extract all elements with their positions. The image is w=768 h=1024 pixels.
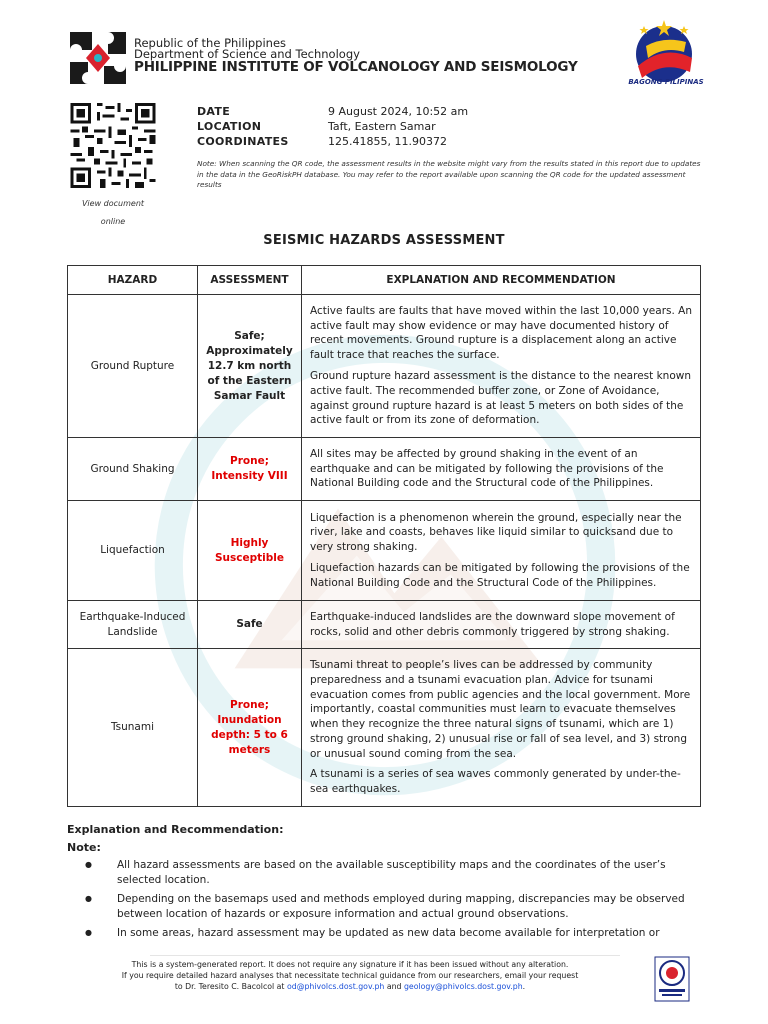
col-header-explanation: EXPLANATION AND RECOMMENDATION	[302, 266, 701, 295]
phivolcs-logo	[68, 30, 128, 86]
assessment-value: Prone; Inundation depth: 5 to 6 meters	[198, 649, 302, 807]
email-link-geology[interactable]: geology@phivolcs.dost.gov.ph	[403, 982, 523, 991]
table-row	[68, 438, 701, 501]
table-row	[68, 601, 701, 649]
bullet-icon: ●	[85, 894, 92, 903]
qr-caption-line2: online	[100, 217, 126, 226]
explanation-heading: Explanation and Recommendation:	[67, 823, 284, 836]
header-institute: PHILIPPINE INSTITUTE OF VOLCANOLOGY AND SEISMOLOGY	[134, 59, 578, 75]
explanation-paragraph: A tsunami is a series of sea waves commonly generated by under-the-sea earthquakes.	[310, 768, 681, 796]
assessment-value: Safe; Approximately 12.7 km north of the Eastern Samar Fault	[198, 295, 302, 438]
explanation-cell	[302, 295, 701, 438]
bullet-icon: ●	[85, 928, 92, 937]
list-item	[85, 892, 685, 921]
col-header-assessment: ASSESSMENT	[198, 266, 302, 295]
explanation-paragraph: Active faults are faults that have moved within the last 10,000 years. An active fault may show evidence or may have documented history of recent movements. Ground rupture is a displacement along an active fault trace that reaches the surface.	[310, 304, 692, 362]
list-item	[85, 858, 685, 887]
hazard-name: Earthquake-Induced Landslide	[68, 601, 198, 649]
explanation-paragraph: All sites may be affected by ground shaking in the event of an earthquake and can be mitigated by following the provisions of the National Building code and the Structural code of the Philippines.	[310, 447, 664, 490]
list-item	[85, 926, 685, 941]
coordinates-label: COORDINATES	[197, 135, 289, 148]
qr-note: Note: When scanning the QR code, the assessment results in the website might vary from the results stated in this report due to updates in the data in the GeoRiskPH database. You may refer to the report available upon scanning the QR code for the updated assessment results	[197, 159, 701, 189]
report-title: SEISMIC HAZARDS ASSESSMENT	[263, 233, 505, 248]
explanation-cell	[302, 601, 701, 649]
list-item-text: All hazard assessments are based on the available susceptibility maps and the coordinates of the user’s selected location.	[117, 859, 666, 886]
explanation-paragraph: Tsunami threat to people’s lives can be addressed by community preparedness and a tsunami evacuation plan. Advice for tsunami evacuation comes from public agencies and the local government. More importantly, coastal communities must learn to evacuate themselves when they recognize the three natural signs of tsunami, which are 1) strong ground shaking, 2) unusual rise or fall of sea level, and 3) strong or unusual sound coming from the sea.	[310, 658, 691, 760]
assessment-value: Highly Susceptible	[198, 501, 302, 601]
email-link-od[interactable]: od@phivolcs.dost.gov.ph	[286, 982, 385, 991]
location-value: Taft, Eastern Samar	[328, 120, 436, 133]
explanation-paragraph: Liquefaction hazards can be mitigated by following the provisions of the National Building Code and the Structural Code of the Philippines.	[310, 561, 690, 589]
bullet-icon: ●	[85, 860, 92, 869]
note-heading: Note:	[67, 841, 101, 854]
hazard-name: Liquefaction	[68, 501, 198, 601]
explanation-cell	[302, 649, 701, 807]
notes-list	[85, 858, 685, 946]
assessment-value: Safe	[198, 601, 302, 649]
footer-line1: This is a system-generated report. It does not require any signature if it has been issued without any alteration.	[131, 960, 569, 969]
explanation-cell	[302, 438, 701, 501]
table-row	[68, 295, 701, 438]
assessment-value: Prone; Intensity VIII	[198, 438, 302, 501]
footer-line3-mid: and	[384, 982, 404, 991]
footer-divider	[150, 955, 620, 956]
table-row	[68, 649, 701, 807]
date-value: 9 August 2024, 10:52 am	[328, 105, 469, 118]
table-row	[68, 501, 701, 601]
explanation-paragraph: Ground rupture hazard assessment is the distance to the nearest known active fault. The recommended buffer zone, or Zone of Avoidance, against ground rupture hazard is at least 5 meters on both sides of the active fault or from its zone of deformation.	[310, 370, 691, 427]
footer-line3-suffix: .	[522, 982, 526, 991]
footer-line3	[60, 982, 640, 991]
list-item-text: Depending on the basemaps used and methods employed during mapping, discrepancies may be observed between location of hazards or exposure information and actual ground observations.	[117, 893, 685, 920]
explanation-cell	[302, 501, 701, 601]
table-header-row	[68, 266, 701, 295]
date-label: DATE	[197, 105, 231, 118]
hazard-table	[67, 265, 701, 807]
bagong-pilipinas-label: BAGONG PILIPINAS	[628, 78, 704, 86]
qr-caption-line1: View document	[81, 199, 145, 208]
header-republic: Republic of the Philippines	[134, 36, 287, 50]
header-department: Department of Science and Technology	[134, 47, 360, 61]
location-label: LOCATION	[197, 120, 262, 133]
hazard-name: Ground Shaking	[68, 438, 198, 501]
list-item-text: In some areas, hazard assessment may be updated as new data become available for interpretation or	[117, 927, 660, 939]
iso-certification-badge	[654, 956, 690, 1002]
coordinates-value: 125.41855, 11.90372	[328, 135, 447, 148]
footer-line3-prefix: to Dr. Teresito C. Bacolcol at	[174, 982, 287, 991]
qr-code[interactable]	[68, 103, 158, 188]
footer-line2: If you require detailed hazard analyses that necessitate technical guidance from our researchers, email your request	[121, 971, 579, 980]
hazard-name: Ground Rupture	[68, 295, 198, 438]
explanation-paragraph: Earthquake-induced landslides are the downward slope movement of rocks, solid and other debris commonly triggered by strong shaking.	[310, 610, 675, 638]
hazard-name: Tsunami	[68, 649, 198, 807]
col-header-hazard: HAZARD	[68, 266, 198, 295]
explanation-paragraph: Liquefaction is a phenomenon wherein the ground, especially near the river, lake and coasts, behaves like liquid similar to quicksand due to very strong shaking.	[310, 511, 682, 554]
